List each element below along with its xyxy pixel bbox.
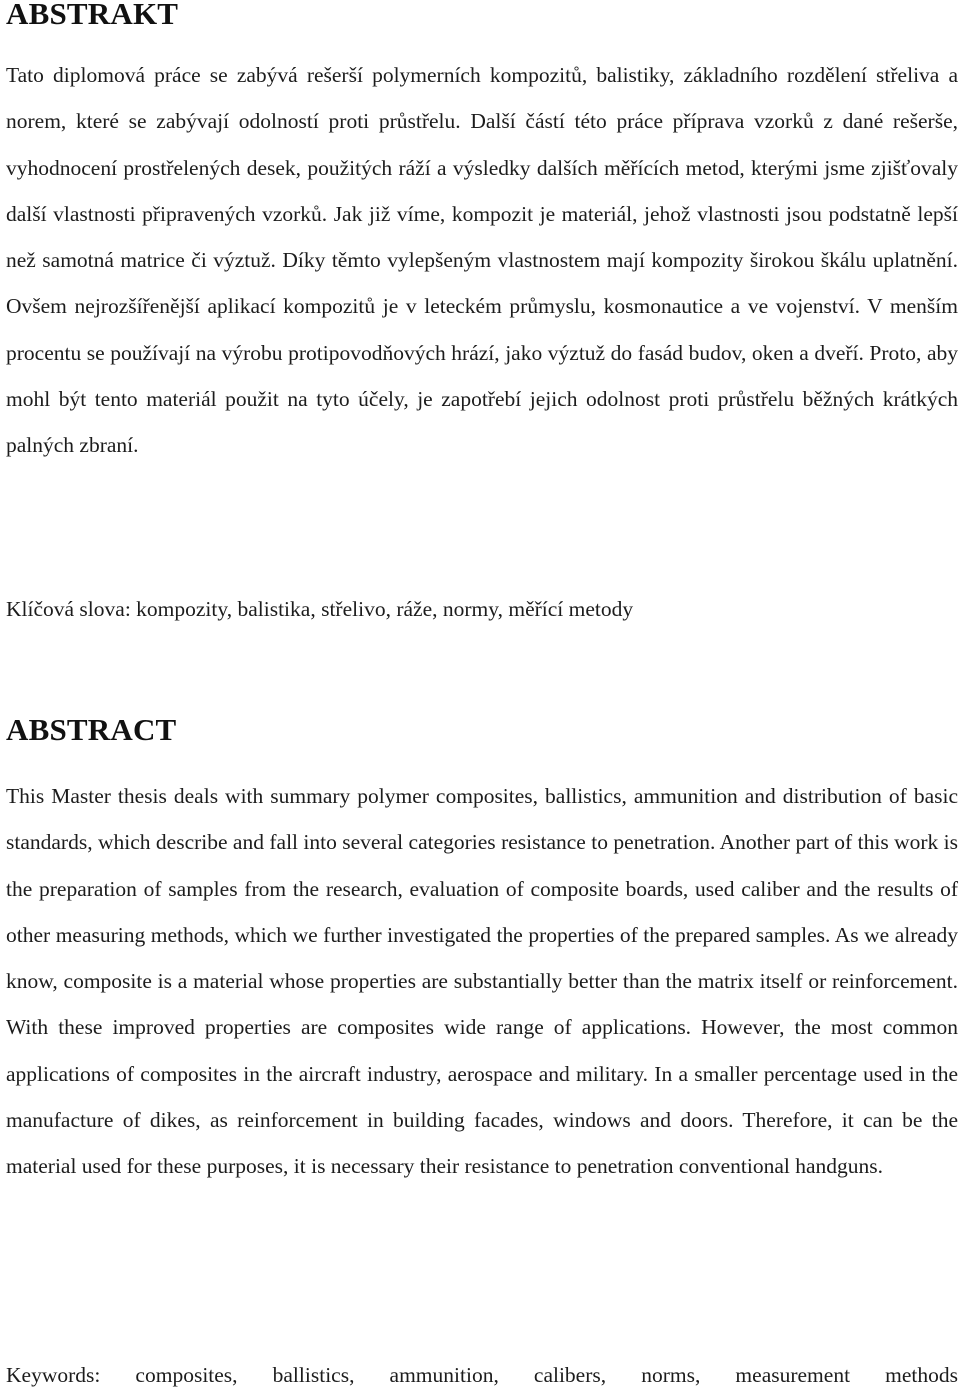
abstract-keywords: Keywords: composites, ballistics, ammunition, calibers, norms, measurement methods — [6, 1363, 958, 1387]
abstrakt-keywords: Klíčová slova: kompozity, balistika, střelivo, ráže, normy, měřící metody — [6, 597, 634, 621]
abstract-paragraph: This Master thesis deals with summary polymer composites, ballistics, ammunition and distribution of basic standards, which describe and fall into several categories resistance to penetration. Another part of this work is the preparation of samples from the research, evaluation of composite boards, used caliber and the results of other measuring methods, which we further investigated the properties of the prepared samples. As we already know, composite is a material whose properties are substantially better than the matrix itself or reinforcement. With these improved properties are composites wide range of applications. However, the most common applications of composites in the aircraft industry, aerospace and military. In a smaller percentage used in the manufacture of dikes, as reinforcement in building facades, windows and doors. Therefore, it can be the material used for these purposes, it is necessary their resistance to penetration conventional handguns. — [6, 784, 958, 1179]
abstrakt-paragraph: Tato diplomová práce se zabývá rešerší polymerních kompozitů, balistiky, základního rozdělení střeliva a norem, které se zabývají odolností proti průstřelu. Další částí této práce příprava vzorků z dané rešerše, vyhodnocení prostřelených desek, použitých ráží a výsledky dalších měřících metod, kterými jsme zjišťovaly další vlastnosti připravených vzorků. Jak již víme, kompozit je materiál, jehož vlastnosti jsou podstatně lepší než samotná matrice či výztuž. Díky těmto vylepšeným vlastnostem mají kompozity širokou škálu uplatnění. Ovšem nejrozšířenější aplikací kompozitů je v leteckém průmyslu, kosmonautice a ve vojenství. V menším procentu se používají na výrobu protipovodňových hrází, jako výztuž do fasád budov, oken a dveří. Proto, aby mohl být tento materiál použit na tyto účely, je zapotřebí jejich odolnost proti průstřelu běžných krátkých palných zbraní. — [6, 63, 958, 458]
abstract-heading: ABSTRACT — [6, 712, 177, 747]
abstrakt-heading: ABSTRAKT — [6, 0, 179, 31]
